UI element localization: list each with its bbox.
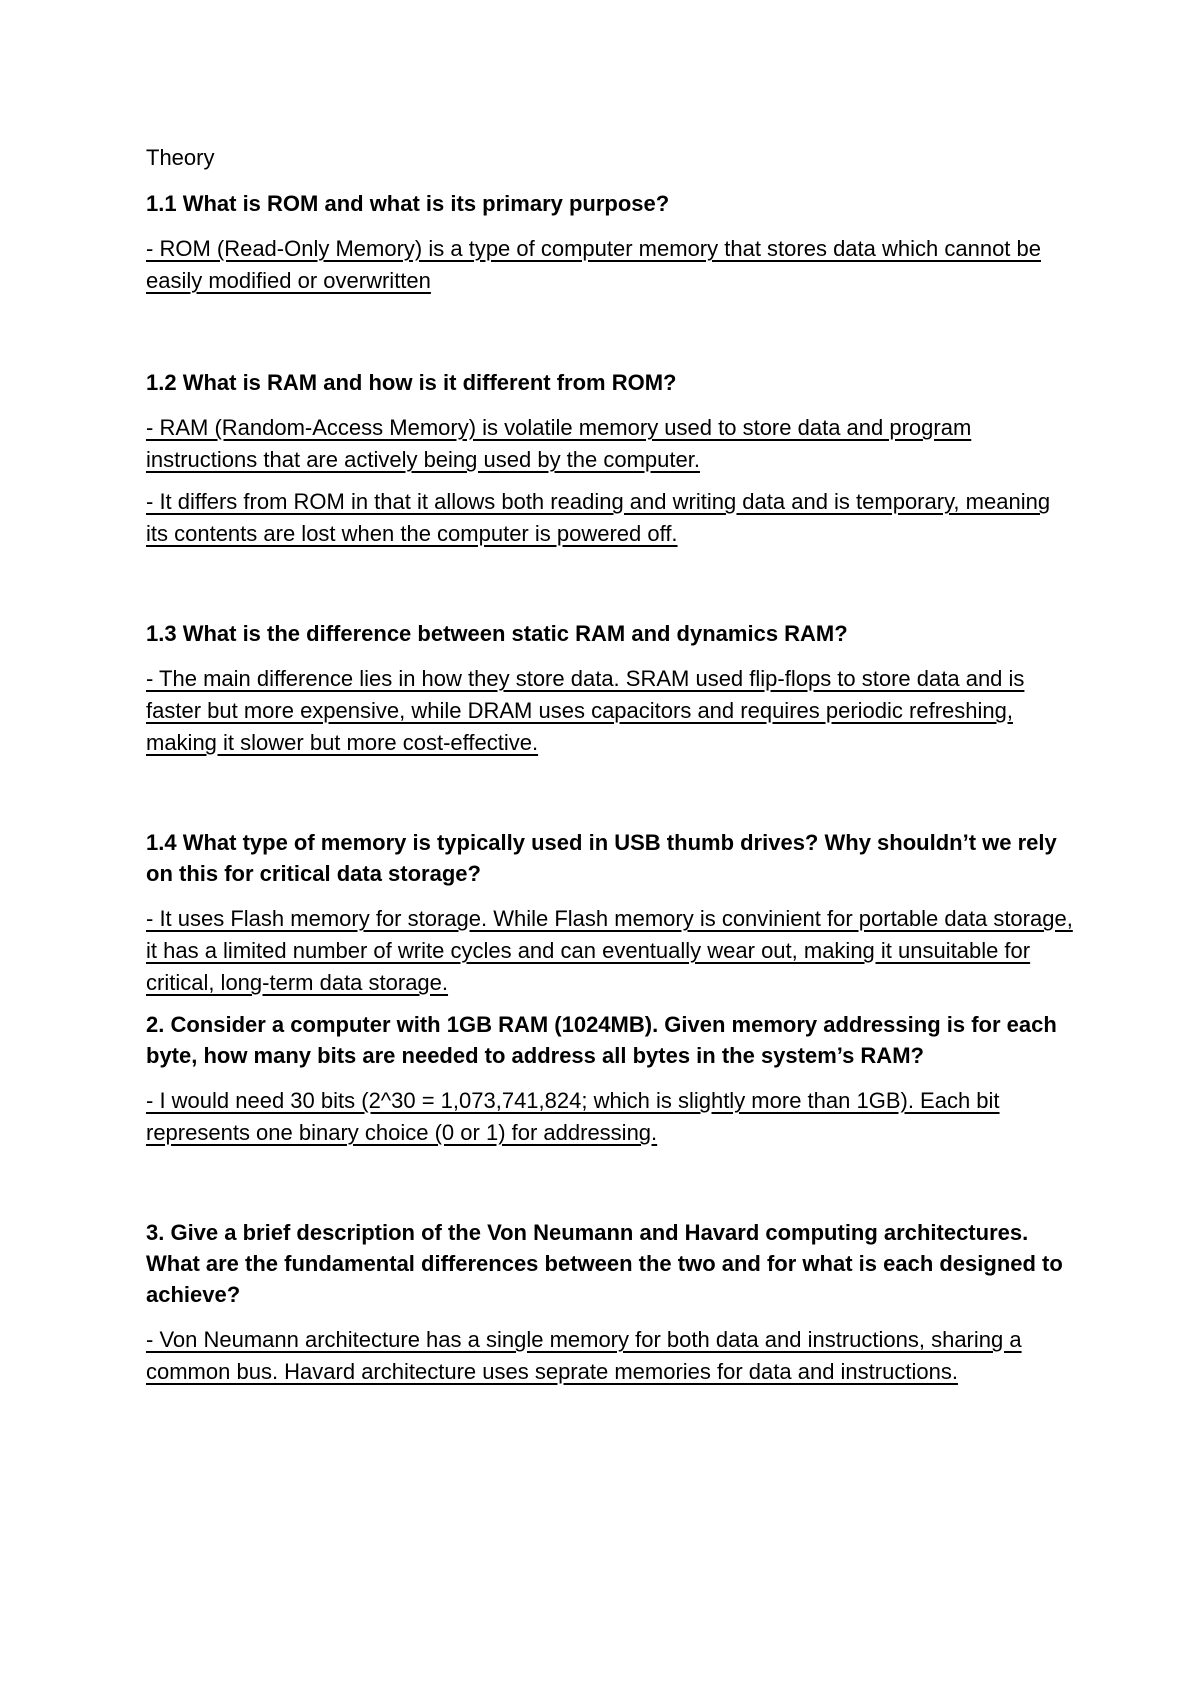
answer-1-2-a: - RAM (Random-Access Memory) is volatile memory used to store data and program instructions that are actively being used by the computer. bbox=[146, 415, 972, 472]
question-3: 3. Give a brief description of the Von Neumann and Havard computing architectures. What are the fundamental differences between the two and for what is each designed to achieve? bbox=[146, 1220, 1063, 1307]
answer-1-2-b: - It differs from ROM in that it allows both reading and writing data and is temporary, meaning its contents are lost when the computer is powered off. bbox=[146, 489, 1051, 546]
answer-1-3: - The main difference lies in how they store data. SRAM used flip-flops to store data and is faster but more expensive, while DRAM uses capacitors and requires periodic refreshing, making it slower but more cost-effective. bbox=[146, 666, 1025, 755]
answer-2: - I would need 30 bits (2^30 = 1,073,741,824; which is slightly more than 1GB). Each bit represents one binary choice (0 or 1) for addressing. bbox=[146, 1088, 1000, 1145]
question-1-2: 1.2 What is RAM and how is it different from ROM? bbox=[146, 370, 677, 395]
question-1-1: 1.1 What is ROM and what is its primary purpose? bbox=[146, 191, 670, 216]
question-1-3: 1.3 What is the difference between static RAM and dynamics RAM? bbox=[146, 621, 848, 646]
page-heading: Theory bbox=[146, 145, 215, 170]
answer-1-4: - It uses Flash memory for storage. While Flash memory is convinient for portable data storage, it has a limited number of write cycles and can eventually wear out, making it unsuitable for critical, long-term data storage. bbox=[146, 906, 1073, 995]
answer-1-1: - ROM (Read-Only Memory) is a type of computer memory that stores data which cannot be easily modified or overwritten bbox=[146, 236, 1041, 293]
question-2: 2. Consider a computer with 1GB RAM (1024MB). Given memory addressing is for each byte, how many bits are needed to address all bytes in the system’s RAM? bbox=[146, 1012, 1057, 1068]
answer-3: - Von Neumann architecture has a single memory for both data and instructions, sharing a common bus. Havard architecture uses seprate memories for data and instructions. bbox=[146, 1327, 1022, 1384]
question-1-4: 1.4 What type of memory is typically used in USB thumb drives? Why shouldn’t we rely on this for critical data storage? bbox=[146, 830, 1057, 886]
document-body bbox=[146, 142, 1076, 1388]
